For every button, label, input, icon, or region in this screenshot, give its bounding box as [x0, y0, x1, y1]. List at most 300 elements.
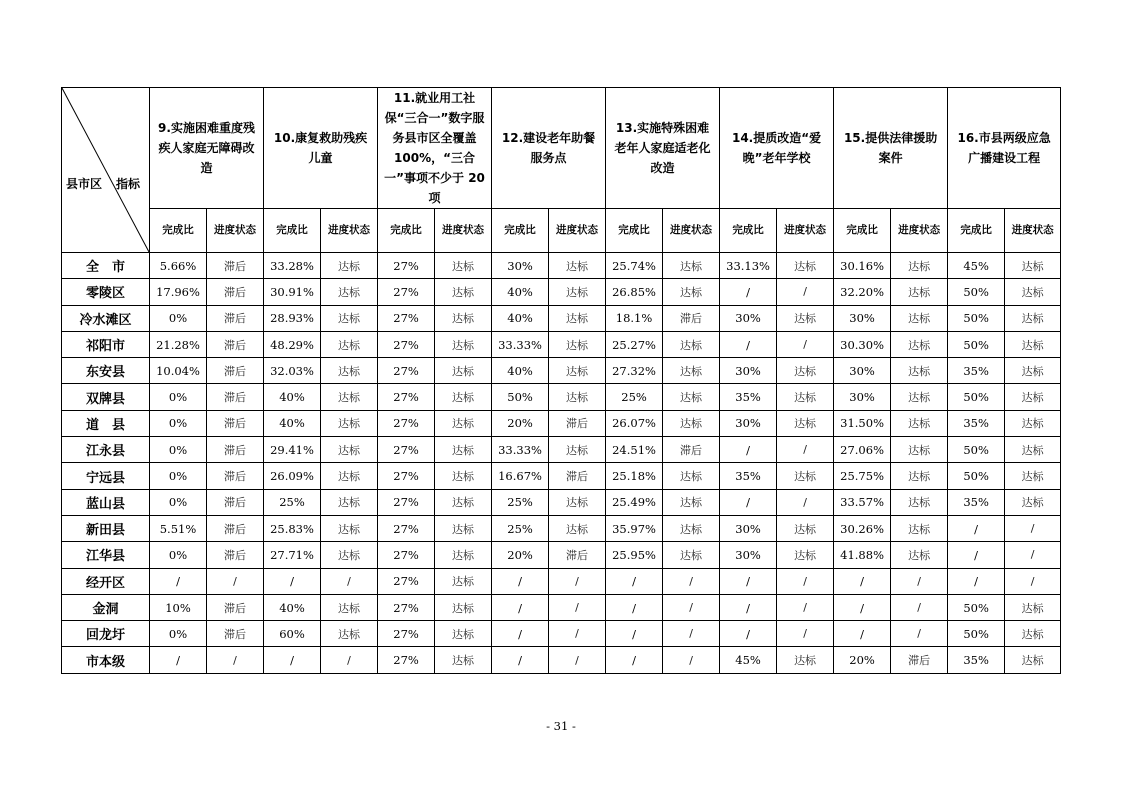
progress-status-cell: /	[321, 568, 378, 594]
completion-ratio-cell: 40%	[264, 410, 321, 436]
completion-ratio-cell: 0%	[150, 621, 207, 647]
region-name: 东安县	[62, 358, 150, 384]
progress-status-cell: 达标	[891, 437, 948, 463]
completion-ratio-cell: 40%	[264, 384, 321, 410]
progress-status-cell: 达标	[891, 515, 948, 541]
progress-status-cell: 滞后	[207, 331, 264, 357]
completion-ratio-cell: 21.28%	[150, 331, 207, 357]
page-number: - 31 -	[546, 719, 576, 733]
indicator-title: 11.就业用工社保“三合一”数字服务县市区全覆盖100%，“三合一”事项不少于 20 项	[384, 91, 485, 205]
completion-ratio-cell: 30.91%	[264, 279, 321, 305]
completion-ratio-cell: 25.18%	[606, 463, 663, 489]
progress-status-cell: 达标	[435, 568, 492, 594]
progress-status-cell: /	[1005, 568, 1061, 594]
progress-status-cell: 达标	[549, 384, 606, 410]
progress-status-header	[207, 209, 264, 253]
completion-ratio-cell: /	[492, 647, 549, 673]
completion-ratio-cell: 27%	[378, 305, 435, 331]
indicator-header	[150, 88, 264, 209]
completion-ratio-header	[948, 209, 1005, 253]
progress-status-cell: 滞后	[549, 410, 606, 436]
progress-status-cell: 达标	[891, 279, 948, 305]
progress-status-cell: /	[777, 489, 834, 515]
completion-ratio-header-label: 完成比	[618, 224, 650, 236]
indicator-title: 14.提质改造“爱晚”老年学校	[731, 131, 822, 165]
progress-status-cell: /	[891, 621, 948, 647]
progress-status-cell: /	[777, 594, 834, 620]
progress-status-cell: 达标	[321, 253, 378, 279]
progress-status-cell: 达标	[891, 358, 948, 384]
completion-ratio-cell: 32.03%	[264, 358, 321, 384]
completion-ratio-cell: /	[150, 647, 207, 673]
completion-ratio-cell: /	[720, 331, 777, 357]
completion-ratio-cell: 25.83%	[264, 515, 321, 541]
progress-status-cell: 达标	[663, 253, 720, 279]
progress-status-cell: 滞后	[207, 542, 264, 568]
completion-ratio-cell: 0%	[150, 305, 207, 331]
progress-status-cell: 达标	[891, 253, 948, 279]
completion-ratio-cell: 10%	[150, 594, 207, 620]
progress-status-cell: 达标	[321, 621, 378, 647]
completion-ratio-cell: 35%	[948, 489, 1005, 515]
indicator-header	[606, 88, 720, 209]
completion-ratio-cell: /	[606, 594, 663, 620]
progress-status-header	[549, 209, 606, 253]
progress-status-header-label: 进度状态	[214, 224, 256, 236]
completion-ratio-cell: 35%	[948, 358, 1005, 384]
progress-status-cell: 滞后	[549, 463, 606, 489]
progress-status-header-label: 进度状态	[1011, 224, 1054, 236]
progress-status-header-label: 进度状态	[328, 224, 371, 236]
progress-status-cell: 达标	[1005, 305, 1061, 331]
subheader-row	[62, 209, 1061, 253]
progress-status-cell: 达标	[321, 305, 378, 331]
table-row	[62, 305, 1061, 331]
progress-status-cell: /	[321, 647, 378, 673]
completion-ratio-cell: 27.71%	[264, 542, 321, 568]
progress-status-cell: 达标	[435, 279, 492, 305]
progress-status-cell: 达标	[435, 515, 492, 541]
completion-ratio-cell: 25%	[492, 489, 549, 515]
indicator-header	[834, 88, 948, 209]
completion-ratio-cell: 33.13%	[720, 253, 777, 279]
progress-status-cell: 达标	[549, 437, 606, 463]
completion-ratio-cell: 48.29%	[264, 331, 321, 357]
completion-ratio-header-label: 完成比	[732, 224, 764, 236]
completion-ratio-cell: 30%	[720, 515, 777, 541]
indicator-title: 9.实施困难重度残疾人家庭无障碍改造	[158, 121, 255, 175]
progress-status-cell: /	[777, 621, 834, 647]
completion-ratio-cell: 0%	[150, 463, 207, 489]
indicator-header	[720, 88, 834, 209]
progress-status-header	[1005, 209, 1061, 253]
table-body	[62, 253, 1061, 674]
progress-status-header-label: 进度状态	[898, 224, 941, 236]
progress-status-cell: 达标	[777, 542, 834, 568]
completion-ratio-cell: 60%	[264, 621, 321, 647]
completion-ratio-cell: 45%	[720, 647, 777, 673]
completion-ratio-cell: 30.30%	[834, 331, 891, 357]
completion-ratio-cell: 35%	[720, 463, 777, 489]
region-name: 金洞	[62, 594, 150, 620]
progress-status-cell: 达标	[777, 384, 834, 410]
progress-status-cell: 达标	[1005, 279, 1061, 305]
progress-status-cell: 达标	[777, 515, 834, 541]
progress-status-cell: 达标	[1005, 253, 1061, 279]
completion-ratio-cell: 50%	[948, 331, 1005, 357]
progress-status-cell: 达标	[1005, 647, 1061, 673]
completion-ratio-cell: 35.97%	[606, 515, 663, 541]
progress-status-cell: /	[1005, 542, 1061, 568]
completion-ratio-header	[720, 209, 777, 253]
completion-ratio-cell: 27%	[378, 331, 435, 357]
region-name: 蓝山县	[62, 489, 150, 515]
progress-status-cell: 达标	[777, 358, 834, 384]
header-row	[62, 88, 1061, 209]
progress-status-cell: 滞后	[207, 463, 264, 489]
progress-status-header-label: 进度状态	[556, 224, 599, 236]
progress-status-cell: 达标	[663, 331, 720, 357]
completion-ratio-cell: 45%	[948, 253, 1005, 279]
completion-ratio-cell: /	[606, 568, 663, 594]
progress-status-cell: 达标	[1005, 594, 1061, 620]
progress-status-cell: 达标	[321, 515, 378, 541]
progress-status-cell: 达标	[321, 358, 378, 384]
progress-status-cell: 达标	[1005, 437, 1061, 463]
progress-status-cell: 达标	[663, 410, 720, 436]
progress-status-header	[891, 209, 948, 253]
progress-status-cell: 达标	[663, 358, 720, 384]
progress-status-cell: 滞后	[207, 515, 264, 541]
progress-status-cell: 达标	[777, 410, 834, 436]
progress-status-cell: 达标	[777, 253, 834, 279]
completion-ratio-cell: 20%	[492, 410, 549, 436]
table-row	[62, 384, 1061, 410]
progress-status-cell: 达标	[549, 331, 606, 357]
progress-status-cell: 达标	[549, 489, 606, 515]
region-name: 全 市	[62, 253, 150, 279]
table-row	[62, 542, 1061, 568]
progress-status-cell: /	[1005, 515, 1061, 541]
completion-ratio-cell: 26.85%	[606, 279, 663, 305]
region-name: 市本级	[62, 647, 150, 673]
completion-ratio-cell: 40%	[492, 305, 549, 331]
completion-ratio-cell: /	[720, 489, 777, 515]
completion-ratio-cell: /	[492, 621, 549, 647]
progress-status-cell: 滞后	[207, 253, 264, 279]
progress-status-cell: 达标	[435, 647, 492, 673]
progress-status-cell: 达标	[435, 305, 492, 331]
progress-status-cell: /	[777, 568, 834, 594]
progress-status-header	[321, 209, 378, 253]
progress-status-cell: 达标	[321, 279, 378, 305]
indicator-title: 15.提供法律援助案件	[843, 131, 938, 165]
completion-ratio-header-label: 完成比	[960, 224, 992, 236]
completion-ratio-cell: 25.49%	[606, 489, 663, 515]
region-name: 道 县	[62, 410, 150, 436]
indicator-title: 16.市县两级应急广播建设工程	[957, 131, 1051, 165]
progress-status-header-label: 进度状态	[784, 224, 827, 236]
progress-status-header	[663, 209, 720, 253]
completion-ratio-cell: /	[948, 568, 1005, 594]
corner-indicator-label: 指标	[116, 177, 141, 191]
progress-status-cell: 滞后	[207, 358, 264, 384]
progress-status-cell: 达标	[435, 542, 492, 568]
progress-status-cell: 达标	[777, 463, 834, 489]
progress-status-cell: 达标	[435, 489, 492, 515]
progress-status-cell: /	[663, 568, 720, 594]
completion-ratio-cell: 0%	[150, 489, 207, 515]
table-row	[62, 489, 1061, 515]
progress-status-cell: 达标	[549, 279, 606, 305]
progress-status-cell: 达标	[777, 647, 834, 673]
progress-status-cell: 滞后	[207, 621, 264, 647]
progress-status-header	[777, 209, 834, 253]
completion-ratio-cell: 50%	[948, 279, 1005, 305]
completion-ratio-cell: 25%	[606, 384, 663, 410]
indicator-title: 10.康复救助残疾儿童	[273, 131, 368, 165]
completion-ratio-cell: 25.74%	[606, 253, 663, 279]
progress-status-cell: /	[549, 594, 606, 620]
progress-status-cell: 达标	[321, 437, 378, 463]
completion-ratio-header-label: 完成比	[162, 224, 194, 236]
completion-ratio-cell: 40%	[264, 594, 321, 620]
region-name: 冷水滩区	[62, 305, 150, 331]
corner-header-cell	[62, 88, 150, 253]
progress-status-cell: 达标	[321, 594, 378, 620]
progress-status-cell: /	[891, 594, 948, 620]
completion-ratio-cell: 0%	[150, 384, 207, 410]
completion-ratio-cell: 33.33%	[492, 331, 549, 357]
indicator-title: 12.建设老年助餐服务点	[501, 131, 596, 165]
completion-ratio-cell: 26.09%	[264, 463, 321, 489]
region-name: 江永县	[62, 437, 150, 463]
completion-ratio-cell: /	[492, 594, 549, 620]
indicator-title: 13.实施特殊困难老年人家庭适老化改造	[614, 121, 711, 175]
progress-status-cell: /	[549, 647, 606, 673]
progress-status-cell: 达标	[549, 515, 606, 541]
progress-status-cell: /	[663, 647, 720, 673]
table-row	[62, 279, 1061, 305]
completion-ratio-header-label: 完成比	[846, 224, 878, 236]
progress-status-cell: 达标	[321, 463, 378, 489]
progress-status-cell: /	[549, 568, 606, 594]
progress-status-cell: 达标	[891, 542, 948, 568]
completion-ratio-cell: 0%	[150, 410, 207, 436]
completion-ratio-cell: 50%	[492, 384, 549, 410]
progress-table	[61, 87, 1061, 674]
completion-ratio-cell: 27%	[378, 542, 435, 568]
completion-ratio-cell: 25%	[264, 489, 321, 515]
completion-ratio-header	[264, 209, 321, 253]
progress-status-cell: 滞后	[891, 647, 948, 673]
completion-ratio-cell: 30%	[720, 542, 777, 568]
progress-status-cell: 滞后	[207, 410, 264, 436]
progress-status-cell: 滞后	[549, 542, 606, 568]
completion-ratio-cell: 20%	[492, 542, 549, 568]
progress-status-cell: 达标	[321, 542, 378, 568]
completion-ratio-cell: 35%	[948, 410, 1005, 436]
indicator-header	[492, 88, 606, 209]
progress-status-cell: 达标	[549, 358, 606, 384]
completion-ratio-cell: 26.07%	[606, 410, 663, 436]
region-name: 经开区	[62, 568, 150, 594]
progress-status-cell: 达标	[1005, 410, 1061, 436]
progress-status-cell: 滞后	[207, 305, 264, 331]
indicator-header	[264, 88, 378, 209]
completion-ratio-cell: 27%	[378, 515, 435, 541]
progress-status-cell: 滞后	[207, 489, 264, 515]
completion-ratio-cell: 25%	[492, 515, 549, 541]
completion-ratio-cell: 30%	[834, 358, 891, 384]
region-name: 新田县	[62, 515, 150, 541]
progress-status-cell: 达标	[1005, 463, 1061, 489]
progress-status-cell: 达标	[1005, 384, 1061, 410]
progress-status-cell: 达标	[321, 331, 378, 357]
completion-ratio-cell: 27%	[378, 568, 435, 594]
completion-ratio-cell: 50%	[948, 621, 1005, 647]
completion-ratio-header	[150, 209, 207, 253]
progress-status-cell: 达标	[435, 253, 492, 279]
completion-ratio-header-label: 完成比	[390, 224, 422, 236]
completion-ratio-cell: 27%	[378, 384, 435, 410]
table-row	[62, 410, 1061, 436]
completion-ratio-cell: /	[264, 647, 321, 673]
completion-ratio-cell: 20%	[834, 647, 891, 673]
progress-status-cell: /	[663, 594, 720, 620]
progress-status-cell: 达标	[435, 410, 492, 436]
completion-ratio-cell: /	[606, 647, 663, 673]
completion-ratio-cell: /	[948, 542, 1005, 568]
table-row	[62, 253, 1061, 279]
completion-ratio-cell: 18.1%	[606, 305, 663, 331]
table-row	[62, 594, 1061, 620]
completion-ratio-header	[378, 209, 435, 253]
completion-ratio-cell: 5.66%	[150, 253, 207, 279]
progress-status-cell: 滞后	[663, 305, 720, 331]
completion-ratio-cell: 50%	[948, 437, 1005, 463]
progress-status-cell: /	[207, 568, 264, 594]
completion-ratio-cell: 25.27%	[606, 331, 663, 357]
table-row	[62, 568, 1061, 594]
completion-ratio-cell: 29.41%	[264, 437, 321, 463]
completion-ratio-cell: 17.96%	[150, 279, 207, 305]
completion-ratio-cell: 40%	[492, 279, 549, 305]
completion-ratio-cell: 0%	[150, 437, 207, 463]
completion-ratio-cell: 0%	[150, 542, 207, 568]
progress-status-cell: 达标	[891, 463, 948, 489]
region-name: 祁阳市	[62, 331, 150, 357]
progress-status-cell: 达标	[321, 489, 378, 515]
completion-ratio-cell: 33.57%	[834, 489, 891, 515]
completion-ratio-cell: 27%	[378, 463, 435, 489]
completion-ratio-cell: 27%	[378, 279, 435, 305]
completion-ratio-cell: 27.06%	[834, 437, 891, 463]
table-row	[62, 515, 1061, 541]
progress-status-cell: /	[777, 331, 834, 357]
completion-ratio-cell: 27%	[378, 489, 435, 515]
completion-ratio-header-label: 完成比	[504, 224, 536, 236]
progress-status-cell: 达标	[663, 279, 720, 305]
completion-ratio-cell: 27%	[378, 437, 435, 463]
indicator-header	[378, 88, 492, 209]
progress-status-cell: 达标	[1005, 331, 1061, 357]
progress-status-cell: 达标	[891, 384, 948, 410]
progress-status-header-label: 进度状态	[442, 224, 485, 236]
completion-ratio-cell: 16.67%	[492, 463, 549, 489]
completion-ratio-cell: 25.95%	[606, 542, 663, 568]
diagonal-divider	[62, 88, 149, 252]
region-name: 零陵区	[62, 279, 150, 305]
completion-ratio-cell: 35%	[948, 647, 1005, 673]
progress-status-header-label: 进度状态	[670, 224, 713, 236]
progress-status-header	[435, 209, 492, 253]
progress-status-cell: 达标	[435, 331, 492, 357]
progress-status-cell: 达标	[663, 489, 720, 515]
progress-status-cell: /	[891, 568, 948, 594]
progress-status-cell: /	[207, 647, 264, 673]
completion-ratio-header-label: 完成比	[276, 224, 308, 236]
progress-status-cell: 达标	[891, 410, 948, 436]
table-row	[62, 647, 1061, 673]
completion-ratio-cell: 32.20%	[834, 279, 891, 305]
completion-ratio-cell: 40%	[492, 358, 549, 384]
completion-ratio-cell: /	[720, 279, 777, 305]
completion-ratio-cell: /	[720, 437, 777, 463]
completion-ratio-cell: /	[720, 621, 777, 647]
progress-status-cell: /	[777, 279, 834, 305]
progress-status-cell: 滞后	[207, 594, 264, 620]
completion-ratio-cell: 27%	[378, 621, 435, 647]
completion-ratio-cell: 27%	[378, 410, 435, 436]
progress-status-cell: 达标	[1005, 358, 1061, 384]
completion-ratio-cell: 30%	[720, 358, 777, 384]
completion-ratio-cell: 50%	[948, 305, 1005, 331]
corner-region-label: 县市区	[66, 177, 103, 191]
completion-ratio-cell: /	[606, 621, 663, 647]
region-name: 宁远县	[62, 463, 150, 489]
table-row	[62, 437, 1061, 463]
completion-ratio-cell: /	[720, 594, 777, 620]
completion-ratio-cell: /	[948, 515, 1005, 541]
progress-status-cell: /	[549, 621, 606, 647]
completion-ratio-cell: 27%	[378, 358, 435, 384]
completion-ratio-cell: 30%	[834, 384, 891, 410]
indicator-header	[948, 88, 1061, 209]
progress-status-cell: 达标	[663, 542, 720, 568]
progress-status-cell: 达标	[321, 410, 378, 436]
completion-ratio-cell: /	[264, 568, 321, 594]
progress-status-cell: 滞后	[207, 384, 264, 410]
completion-ratio-header	[834, 209, 891, 253]
completion-ratio-cell: 5.51%	[150, 515, 207, 541]
table-row	[62, 463, 1061, 489]
completion-ratio-cell: 30%	[720, 410, 777, 436]
progress-status-cell: 达标	[435, 358, 492, 384]
progress-status-cell: 达标	[1005, 621, 1061, 647]
completion-ratio-cell: 50%	[948, 463, 1005, 489]
completion-ratio-cell: /	[150, 568, 207, 594]
completion-ratio-cell: /	[834, 621, 891, 647]
progress-status-cell: /	[663, 621, 720, 647]
progress-status-cell: 达标	[435, 437, 492, 463]
completion-ratio-header	[492, 209, 549, 253]
completion-ratio-cell: /	[834, 594, 891, 620]
completion-ratio-cell: 27%	[378, 253, 435, 279]
completion-ratio-cell: 30.26%	[834, 515, 891, 541]
completion-ratio-cell: 33.33%	[492, 437, 549, 463]
table-row	[62, 358, 1061, 384]
